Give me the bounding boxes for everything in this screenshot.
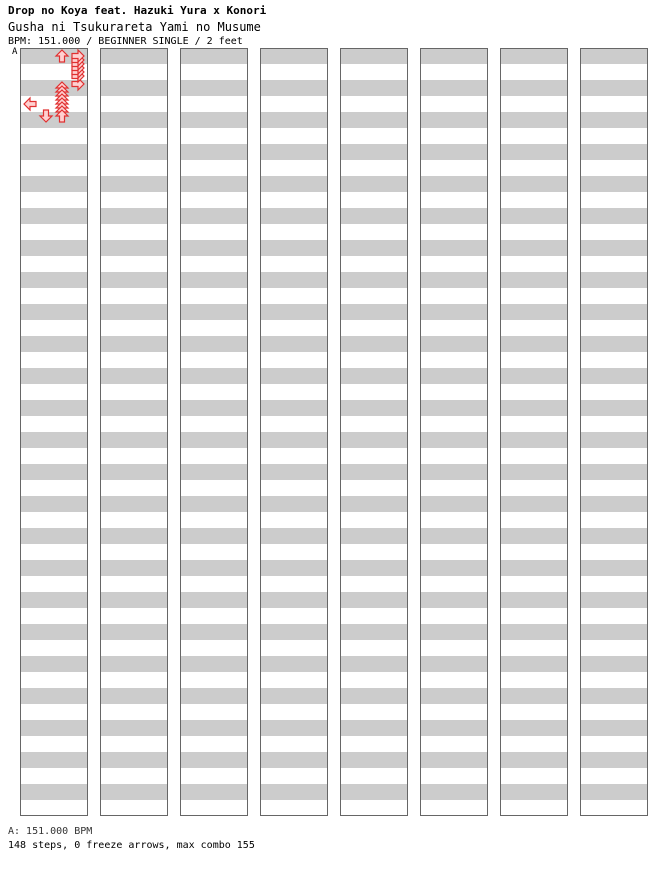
beat-stripe bbox=[340, 496, 408, 512]
beat-stripe bbox=[580, 368, 648, 384]
chart-column bbox=[100, 48, 168, 816]
beat-stripe bbox=[260, 784, 328, 800]
beat-stripe bbox=[20, 624, 88, 640]
beat-stripe bbox=[580, 304, 648, 320]
beat-stripe bbox=[580, 432, 648, 448]
beat-stripe bbox=[500, 208, 568, 224]
beat-stripe bbox=[420, 624, 488, 640]
beat-stripe bbox=[180, 720, 248, 736]
beat-stripe bbox=[100, 144, 168, 160]
beat-stripe bbox=[580, 624, 648, 640]
bpm-legend: A: 151.000 BPM bbox=[8, 826, 93, 837]
beat-stripe bbox=[500, 784, 568, 800]
beat-stripe bbox=[260, 304, 328, 320]
beat-stripe bbox=[500, 752, 568, 768]
beat-stripe bbox=[100, 592, 168, 608]
beat-stripe bbox=[500, 80, 568, 96]
beat-stripe bbox=[580, 688, 648, 704]
beat-stripe bbox=[340, 720, 408, 736]
beat-stripe bbox=[420, 304, 488, 320]
beat-stripe bbox=[180, 208, 248, 224]
beat-stripe bbox=[100, 528, 168, 544]
beat-stripe bbox=[340, 528, 408, 544]
beat-stripe bbox=[180, 432, 248, 448]
beat-stripe bbox=[260, 240, 328, 256]
beat-stripe bbox=[100, 304, 168, 320]
beat-stripe bbox=[340, 336, 408, 352]
beat-stripe bbox=[340, 80, 408, 96]
beat-stripe bbox=[100, 688, 168, 704]
beat-stripe bbox=[260, 560, 328, 576]
beat-stripe bbox=[20, 528, 88, 544]
beat-stripe bbox=[20, 208, 88, 224]
beat-stripe bbox=[500, 240, 568, 256]
beat-stripe bbox=[340, 144, 408, 160]
beat-stripe bbox=[500, 144, 568, 160]
beat-stripe bbox=[340, 592, 408, 608]
beat-stripe bbox=[580, 240, 648, 256]
beat-stripe bbox=[260, 400, 328, 416]
beat-stripe bbox=[580, 400, 648, 416]
beat-stripe bbox=[100, 400, 168, 416]
beat-stripe bbox=[420, 272, 488, 288]
beat-stripe bbox=[580, 784, 648, 800]
beat-stripe bbox=[260, 464, 328, 480]
beat-stripe bbox=[420, 80, 488, 96]
beat-stripe bbox=[100, 272, 168, 288]
beat-stripe bbox=[420, 176, 488, 192]
beat-stripe bbox=[500, 624, 568, 640]
beat-stripe bbox=[580, 656, 648, 672]
beat-stripe bbox=[20, 656, 88, 672]
beat-stripe bbox=[340, 304, 408, 320]
beat-stripe bbox=[420, 208, 488, 224]
beat-stripe bbox=[20, 496, 88, 512]
beat-stripe bbox=[260, 432, 328, 448]
beat-stripe bbox=[420, 48, 488, 64]
beat-stripe bbox=[580, 592, 648, 608]
beat-stripe bbox=[260, 368, 328, 384]
beat-stripe bbox=[340, 752, 408, 768]
beat-stripe bbox=[180, 48, 248, 64]
beat-stripe bbox=[420, 752, 488, 768]
beat-stripe bbox=[500, 272, 568, 288]
beat-stripe bbox=[340, 784, 408, 800]
beat-stripe bbox=[180, 112, 248, 128]
beat-stripe bbox=[580, 112, 648, 128]
beat-stripe bbox=[260, 688, 328, 704]
beat-stripe bbox=[180, 240, 248, 256]
beat-stripe bbox=[20, 720, 88, 736]
beat-stripe bbox=[420, 592, 488, 608]
beat-stripe bbox=[580, 208, 648, 224]
beat-stripe bbox=[260, 656, 328, 672]
beat-stripe bbox=[340, 48, 408, 64]
beat-stripe bbox=[180, 336, 248, 352]
beat-stripe bbox=[180, 304, 248, 320]
beat-stripe bbox=[260, 48, 328, 64]
beat-stripe bbox=[20, 784, 88, 800]
beat-stripe bbox=[580, 144, 648, 160]
chart-column bbox=[580, 48, 648, 816]
beat-stripe bbox=[100, 432, 168, 448]
beat-stripe bbox=[100, 496, 168, 512]
beat-stripe bbox=[20, 368, 88, 384]
beat-stripe bbox=[420, 144, 488, 160]
beat-stripe bbox=[340, 208, 408, 224]
song-title: Drop no Koya feat. Hazuki Yura x Konori bbox=[8, 4, 267, 17]
beat-stripe bbox=[340, 240, 408, 256]
beat-stripe bbox=[180, 688, 248, 704]
beat-stripe bbox=[180, 784, 248, 800]
beat-stripe bbox=[180, 528, 248, 544]
beat-stripe bbox=[180, 592, 248, 608]
beat-stripe bbox=[20, 432, 88, 448]
beat-stripe bbox=[100, 240, 168, 256]
beat-stripe bbox=[180, 752, 248, 768]
beat-stripe bbox=[20, 400, 88, 416]
song-subtitle: Gusha ni Tsukurareta Yami no Musume bbox=[8, 20, 261, 34]
beat-stripe bbox=[340, 432, 408, 448]
beat-stripe bbox=[20, 688, 88, 704]
beat-stripe bbox=[100, 48, 168, 64]
beat-stripe bbox=[20, 304, 88, 320]
chart-column bbox=[180, 48, 248, 816]
beat-stripe bbox=[340, 400, 408, 416]
beat-stripe bbox=[100, 720, 168, 736]
chart-column bbox=[20, 48, 88, 816]
beat-stripe bbox=[580, 336, 648, 352]
beat-stripe bbox=[340, 368, 408, 384]
beat-stripe bbox=[500, 176, 568, 192]
beat-stripe bbox=[420, 496, 488, 512]
beat-stripe bbox=[180, 272, 248, 288]
beat-stripe bbox=[100, 80, 168, 96]
beat-stripe bbox=[100, 560, 168, 576]
beat-stripe bbox=[180, 464, 248, 480]
chart-column bbox=[260, 48, 328, 816]
beat-stripe bbox=[260, 336, 328, 352]
beat-stripe bbox=[500, 464, 568, 480]
beat-stripe bbox=[580, 752, 648, 768]
beat-stripe bbox=[20, 144, 88, 160]
beat-stripe bbox=[420, 720, 488, 736]
beat-stripe bbox=[260, 272, 328, 288]
beat-stripe bbox=[500, 592, 568, 608]
beat-stripe bbox=[260, 752, 328, 768]
beat-stripe bbox=[340, 464, 408, 480]
beat-stripe bbox=[420, 656, 488, 672]
beat-stripe bbox=[420, 560, 488, 576]
beat-stripe bbox=[500, 336, 568, 352]
beat-stripe bbox=[580, 560, 648, 576]
beat-stripe bbox=[20, 336, 88, 352]
beat-stripe bbox=[260, 208, 328, 224]
beat-stripe bbox=[100, 784, 168, 800]
beat-stripe bbox=[340, 112, 408, 128]
beat-stripe bbox=[20, 112, 88, 128]
beat-stripe bbox=[180, 496, 248, 512]
beat-stripe bbox=[500, 688, 568, 704]
beat-stripe bbox=[20, 464, 88, 480]
beat-stripe bbox=[340, 688, 408, 704]
beat-stripe bbox=[180, 368, 248, 384]
beat-stripe bbox=[100, 336, 168, 352]
beat-stripe bbox=[180, 656, 248, 672]
beat-stripe bbox=[420, 240, 488, 256]
chart-stats: 148 steps, 0 freeze arrows, max combo 155 bbox=[8, 840, 255, 851]
beat-stripe bbox=[420, 336, 488, 352]
beat-stripe bbox=[180, 176, 248, 192]
beat-stripe bbox=[420, 528, 488, 544]
beat-stripe bbox=[500, 432, 568, 448]
beat-stripe bbox=[500, 368, 568, 384]
beat-stripe bbox=[180, 624, 248, 640]
beat-stripe bbox=[180, 80, 248, 96]
beat-stripe bbox=[20, 592, 88, 608]
beat-stripe bbox=[420, 432, 488, 448]
beat-stripe bbox=[500, 560, 568, 576]
beat-stripe bbox=[500, 112, 568, 128]
chart-column bbox=[420, 48, 488, 816]
beat-stripe bbox=[100, 656, 168, 672]
beat-stripe bbox=[420, 368, 488, 384]
beat-stripe bbox=[340, 624, 408, 640]
beat-stripe bbox=[420, 400, 488, 416]
beat-stripe bbox=[340, 272, 408, 288]
beat-stripe bbox=[420, 688, 488, 704]
beat-stripe bbox=[260, 592, 328, 608]
beat-stripe bbox=[500, 400, 568, 416]
beat-stripe bbox=[100, 368, 168, 384]
beat-stripe bbox=[100, 208, 168, 224]
beat-stripe bbox=[260, 624, 328, 640]
beat-stripe bbox=[500, 48, 568, 64]
beat-stripe bbox=[180, 560, 248, 576]
beat-stripe bbox=[20, 176, 88, 192]
beat-stripe bbox=[20, 752, 88, 768]
beat-stripe bbox=[100, 624, 168, 640]
beat-stripe bbox=[340, 656, 408, 672]
beat-stripe bbox=[180, 144, 248, 160]
beat-stripe bbox=[340, 176, 408, 192]
chart-column bbox=[340, 48, 408, 816]
beat-stripe bbox=[420, 784, 488, 800]
beat-stripe bbox=[420, 464, 488, 480]
beat-stripe bbox=[260, 496, 328, 512]
bpm-marker: A bbox=[12, 47, 18, 57]
beat-stripe bbox=[580, 528, 648, 544]
beat-stripe bbox=[340, 560, 408, 576]
beat-stripe bbox=[180, 400, 248, 416]
beat-stripe bbox=[20, 240, 88, 256]
beat-stripe bbox=[580, 272, 648, 288]
beat-stripe bbox=[260, 144, 328, 160]
beat-stripe bbox=[580, 176, 648, 192]
beat-stripe bbox=[20, 560, 88, 576]
beat-stripe bbox=[580, 464, 648, 480]
beat-stripe bbox=[100, 752, 168, 768]
beat-stripe bbox=[580, 80, 648, 96]
beat-stripe bbox=[500, 656, 568, 672]
beat-stripe bbox=[580, 48, 648, 64]
beat-stripe bbox=[420, 112, 488, 128]
beat-stripe bbox=[100, 176, 168, 192]
chart-column bbox=[500, 48, 568, 816]
beat-stripe bbox=[500, 720, 568, 736]
beat-stripe bbox=[580, 720, 648, 736]
beat-stripe bbox=[260, 80, 328, 96]
beat-stripe bbox=[100, 464, 168, 480]
beat-stripe bbox=[260, 528, 328, 544]
beat-stripe bbox=[500, 496, 568, 512]
beat-stripe bbox=[580, 496, 648, 512]
beat-stripe bbox=[260, 112, 328, 128]
beat-stripe bbox=[500, 304, 568, 320]
beat-stripe bbox=[260, 176, 328, 192]
beat-stripe bbox=[260, 720, 328, 736]
chart-info: BPM: 151.000 / BEGINNER SINGLE / 2 feet bbox=[8, 36, 243, 47]
beat-stripe bbox=[500, 528, 568, 544]
beat-stripe bbox=[100, 112, 168, 128]
beat-stripe bbox=[20, 272, 88, 288]
